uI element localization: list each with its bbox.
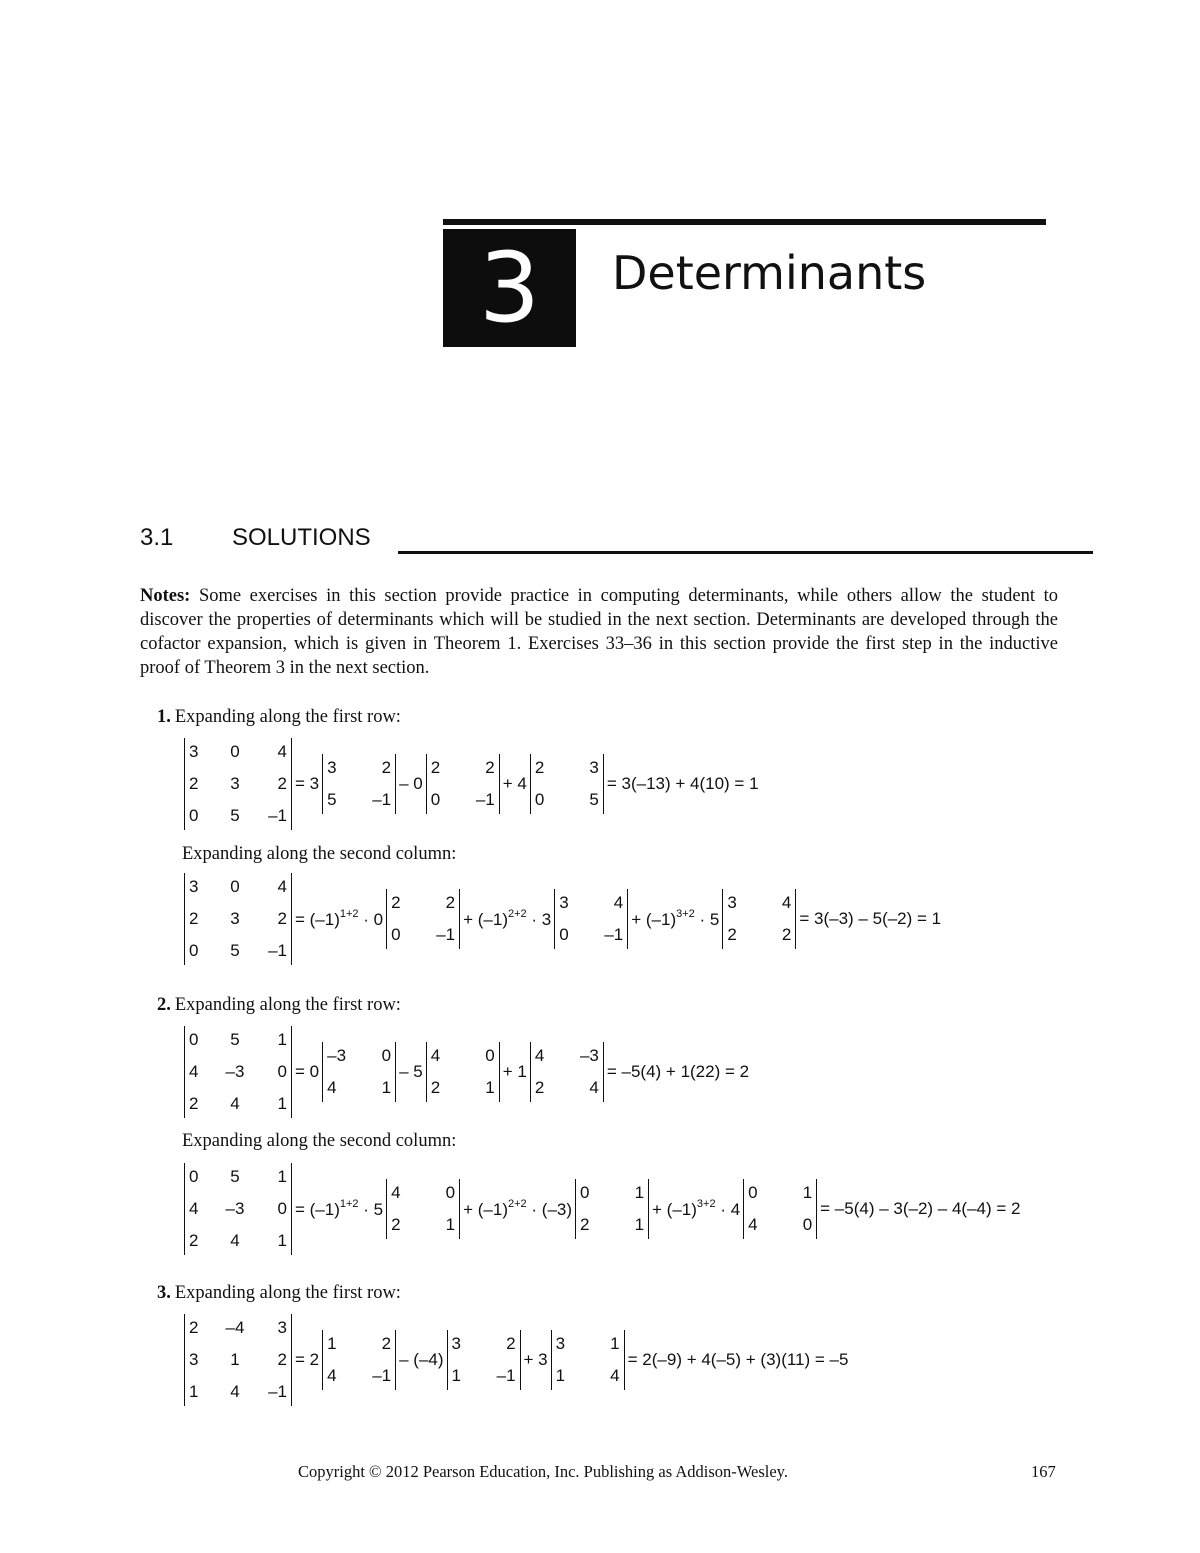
matrix-entry: 1	[445, 1215, 456, 1234]
chapter-number-badge: 3	[443, 229, 576, 347]
exercise-number: 2.	[157, 995, 171, 1015]
matrix-entry: 3	[230, 774, 240, 793]
matrix-entry: 2	[430, 758, 441, 777]
cofactor-coefficient: = $(-1)^{1+2} \cdot 0$	[295, 908, 384, 929]
matrix-entry: 3	[230, 909, 240, 928]
matrix-entry: 0	[485, 1046, 495, 1065]
matrix-entry: 4	[610, 1366, 620, 1385]
exercise-1-column-label: Expanding along the second column:	[182, 844, 457, 864]
chapter-rule	[443, 219, 1046, 225]
exercise-2-row-expansion	[184, 1026, 752, 1118]
matrix-entry: 5	[230, 806, 240, 825]
matrix-entry: 2	[189, 909, 199, 928]
matrix-entry: 4	[613, 893, 624, 912]
matrix-entry: 0	[277, 1062, 287, 1081]
matrix-entry: –1	[604, 925, 624, 944]
determinant-3x3	[184, 873, 292, 965]
matrix-entry: 2	[189, 1094, 199, 1113]
matrix-entry: 2	[189, 774, 199, 793]
exponent: 2+2	[508, 908, 527, 920]
matrix-entry: 5	[589, 790, 599, 809]
notes-text: Some exercises in this section provide practice in computing determinants, while others allow the student to discover the properties of determinants which will be studied in the next section. Determinants are developed through the cofactor expansion, which is given in Theorem 1. Exercises 33–36 in this section provide the first step in the inductive proof of Theorem 3 in the next section.	[140, 586, 1058, 678]
result: = 2(–9) + 4(–5) + (3)(11) = –5	[627, 1350, 849, 1369]
determinant-2x2	[322, 1042, 396, 1102]
matrix-entry: 0	[381, 1046, 392, 1065]
exercise-number: 3.	[157, 1283, 171, 1303]
matrix-entry: 0	[534, 790, 545, 809]
exercise-number: 1.	[157, 707, 171, 727]
matrix-entry: 0	[748, 1183, 758, 1202]
matrix-entry: 0	[580, 1183, 590, 1202]
determinant-3x3	[184, 1314, 292, 1406]
matrix-entry: –3	[225, 1199, 245, 1218]
determinant-2x2	[426, 1042, 500, 1102]
matrix-entry: 1	[277, 1167, 287, 1186]
matrix-entry: –3	[327, 1046, 347, 1065]
determinant-2x2	[426, 754, 500, 814]
section-rule	[398, 551, 1093, 554]
matrix-entry: –1	[268, 941, 287, 960]
determinant-2x2	[447, 1330, 521, 1390]
matrix-entry: 2	[485, 758, 495, 777]
matrix-entry: 1	[230, 1350, 240, 1369]
exponent: 1+2	[339, 908, 359, 920]
determinant-2x2	[575, 1179, 649, 1239]
coefficient: = 0	[295, 1062, 320, 1081]
coefficient: = 2	[295, 1350, 320, 1369]
matrix-entry: 5	[230, 1167, 240, 1186]
exercise-2-column-label: Expanding along the second column:	[182, 1131, 457, 1151]
coefficient: + 1	[502, 1062, 527, 1081]
copyright-footer: Copyright © 2012 Pearson Education, Inc. Publishing as Addison-Wesley.	[298, 1462, 788, 1481]
matrix-entry: 2	[277, 1350, 287, 1369]
chapter-title: Determinants	[612, 246, 927, 300]
matrix-entry: 0	[430, 790, 441, 809]
matrix-entry: 0	[559, 925, 569, 944]
matrix-entry: 4	[277, 742, 287, 761]
determinant-3x3	[184, 1026, 292, 1118]
matrix-entry: 3	[189, 742, 199, 761]
notes-label: Notes:	[140, 586, 191, 606]
matrix-entry: 0	[189, 1167, 199, 1186]
exercise-label: Expanding along the first row:	[174, 995, 401, 1015]
matrix-entry: 4	[748, 1215, 758, 1234]
matrix-entry: 2	[277, 774, 287, 793]
matrix-entry: 4	[430, 1046, 441, 1065]
section-title: SOLUTIONS	[232, 524, 371, 551]
determinant-2x2	[743, 1179, 817, 1239]
coefficient: + 4	[502, 774, 527, 793]
matrix-entry: –3	[579, 1046, 599, 1065]
matrix-entry: 3	[555, 1334, 566, 1353]
matrix-entry: 2	[534, 1078, 545, 1097]
cofactor-coefficient: + $(-1)^{2+2} \cdot 3$	[463, 908, 552, 929]
result: = –5(4) + 1(22) = 2	[606, 1062, 750, 1081]
matrix-entry: –1	[372, 790, 392, 809]
matrix-entry: –1	[268, 806, 287, 825]
exponent: 3+2	[696, 1198, 716, 1210]
exercise-3-row-expansion	[184, 1314, 851, 1406]
matrix-entry: 2	[189, 1318, 199, 1337]
matrix-entry: 4	[327, 1078, 337, 1097]
matrix-entry: 2	[391, 893, 401, 912]
matrix-entry: 2	[381, 1334, 392, 1353]
matrix-entry: 3	[727, 893, 737, 912]
matrix-entry: 3	[189, 877, 199, 896]
exponent: 3+2	[676, 908, 695, 920]
matrix-entry: –4	[225, 1318, 245, 1337]
matrix-entry: 1	[485, 1078, 495, 1097]
result: = 3(–3) – 5(–2) = 1	[799, 909, 942, 928]
matrix-entry: 4	[230, 1382, 240, 1401]
determinant-2x2	[386, 889, 460, 949]
matrix-entry: 1	[634, 1215, 645, 1234]
matrix-entry: 4	[589, 1078, 599, 1097]
matrix-entry: 5	[230, 941, 240, 960]
coefficient: + 3	[523, 1350, 548, 1369]
exercise-2-column-expansion	[184, 1163, 1024, 1255]
matrix-entry: 4	[230, 1094, 240, 1113]
matrix-entry: 4	[230, 1231, 240, 1250]
matrix-entry: 2	[445, 893, 456, 912]
matrix-entry: 0	[189, 941, 199, 960]
matrix-entry: 3	[589, 758, 599, 777]
matrix-entry: 1	[555, 1366, 566, 1385]
matrix-entry: 3	[277, 1318, 287, 1337]
page-number: 167	[1031, 1462, 1056, 1481]
matrix-entry: 4	[189, 1062, 199, 1081]
matrix-entry: 0	[277, 1199, 287, 1218]
matrix-entry: 2	[781, 925, 792, 944]
matrix-entry: 0	[230, 742, 240, 761]
matrix-entry: 1	[451, 1366, 461, 1385]
determinant-2x2	[322, 754, 396, 814]
matrix-entry: 2	[391, 1215, 401, 1234]
determinant-2x2	[722, 889, 796, 949]
matrix-entry: –1	[268, 1382, 287, 1401]
coefficient: – 0	[399, 774, 423, 793]
matrix-entry: 0	[802, 1215, 813, 1234]
exercise-2-heading	[157, 995, 401, 1016]
exponent: 1+2	[339, 1198, 359, 1210]
matrix-entry: 1	[277, 1231, 287, 1250]
matrix-entry: 0	[445, 1183, 456, 1202]
matrix-entry: 4	[327, 1366, 337, 1385]
exponent: 2+2	[508, 1198, 527, 1210]
matrix-entry: 1	[610, 1334, 620, 1353]
cofactor-coefficient: + $(-1)^{3+2} \cdot 4$	[652, 1198, 741, 1219]
cofactor-coefficient: + $(-1)^{3+2} \cdot 5$	[631, 908, 720, 929]
matrix-entry: 1	[802, 1183, 813, 1202]
matrix-entry: –1	[496, 1366, 516, 1385]
matrix-entry: 3	[327, 758, 337, 777]
matrix-entry: –1	[475, 790, 495, 809]
matrix-entry: –1	[372, 1366, 392, 1385]
determinant-2x2	[551, 1330, 625, 1390]
matrix-entry: 5	[230, 1030, 240, 1049]
coefficient: = 3	[295, 774, 320, 793]
exercise-1-heading	[157, 707, 401, 728]
exercise-3-heading	[157, 1283, 401, 1304]
exercise-1-row-expansion	[184, 738, 762, 830]
matrix-entry: 1	[277, 1094, 287, 1113]
determinant-2x2	[530, 1042, 604, 1102]
exercise-1-column-expansion	[184, 873, 944, 965]
determinant-2x2	[386, 1179, 460, 1239]
matrix-entry: –1	[436, 925, 456, 944]
determinant-2x2	[530, 754, 604, 814]
matrix-entry: 4	[781, 893, 792, 912]
matrix-entry: 2	[381, 758, 392, 777]
matrix-entry: 3	[451, 1334, 461, 1353]
matrix-entry: 5	[327, 790, 337, 809]
matrix-entry: 1	[277, 1030, 287, 1049]
matrix-entry: 2	[727, 925, 737, 944]
matrix-entry: 4	[534, 1046, 545, 1065]
matrix-entry: 1	[327, 1334, 337, 1353]
matrix-entry: 3	[189, 1350, 199, 1369]
cofactor-coefficient: = $(-1)^{1+2} \cdot 5$	[295, 1198, 384, 1219]
matrix-entry: 1	[189, 1382, 199, 1401]
exercise-label: Expanding along the first row:	[174, 1283, 401, 1303]
matrix-entry: 2	[580, 1215, 590, 1234]
matrix-entry: 2	[506, 1334, 516, 1353]
exercise-label: Expanding along the first row:	[174, 707, 401, 727]
determinant-3x3	[184, 1163, 292, 1255]
determinant-2x2	[322, 1330, 396, 1390]
notes-paragraph	[140, 584, 1058, 680]
result: = 3(–13) + 4(10) = 1	[606, 774, 759, 793]
matrix-entry: 2	[189, 1231, 199, 1250]
matrix-entry: 1	[381, 1078, 392, 1097]
matrix-entry: 2	[534, 758, 545, 777]
matrix-entry: 0	[189, 806, 199, 825]
coefficient: – (–4)	[399, 1350, 444, 1369]
matrix-entry: 1	[634, 1183, 645, 1202]
matrix-entry: 4	[391, 1183, 401, 1202]
coefficient: – 5	[399, 1062, 423, 1081]
determinant-2x2	[554, 889, 628, 949]
section-number: 3.1	[140, 524, 174, 551]
matrix-entry: 4	[189, 1199, 199, 1218]
result: = –5(4) – 3(–2) – 4(–4) = 2	[820, 1199, 1021, 1218]
matrix-entry: –3	[225, 1062, 245, 1081]
determinant-3x3	[184, 738, 292, 830]
matrix-entry: 2	[430, 1078, 441, 1097]
matrix-entry: 0	[189, 1030, 199, 1049]
matrix-entry: 3	[559, 893, 569, 912]
cofactor-coefficient: + $(-1)^{2+2} \cdot (-3)$	[463, 1198, 573, 1219]
matrix-entry: 4	[277, 877, 287, 896]
matrix-entry: 0	[230, 877, 240, 896]
matrix-entry: 0	[391, 925, 401, 944]
matrix-entry: 2	[277, 909, 287, 928]
